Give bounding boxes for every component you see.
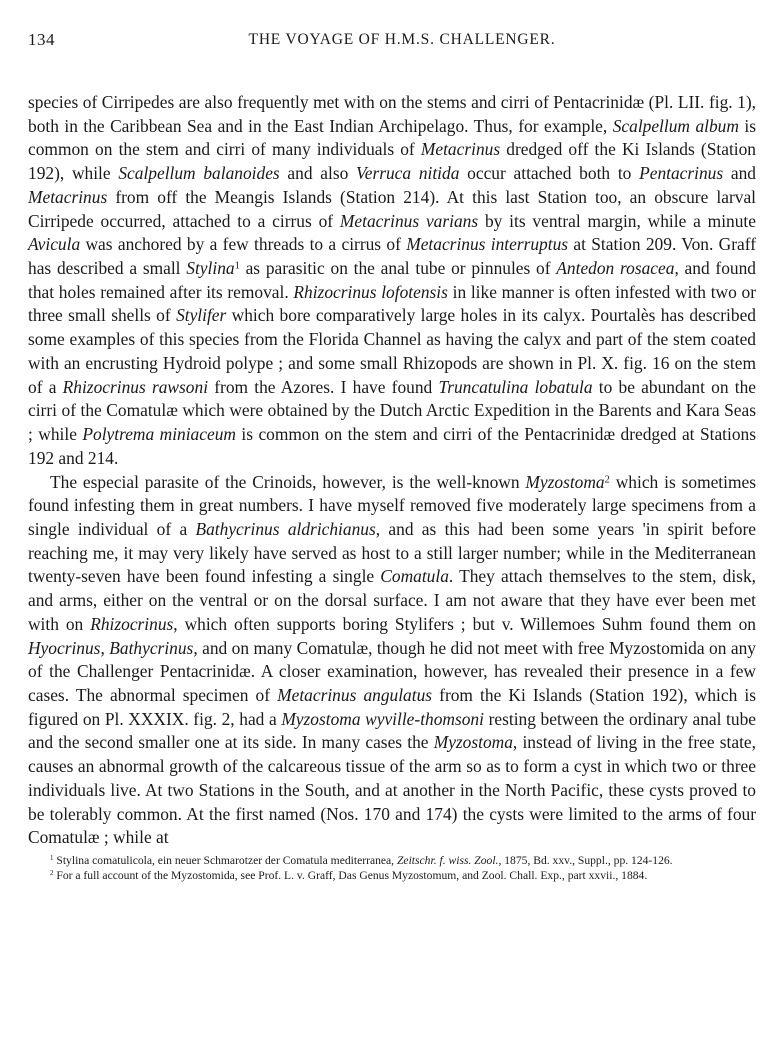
text-span: as parasitic on the anal tube or pinnules of (239, 258, 557, 279)
italic-term: Bathycrinus (109, 637, 194, 658)
italic-term: Scalpellum album (612, 115, 739, 136)
italic-term: Stylifer (176, 305, 227, 326)
text-span: , which often supports boring Stylifers ; but v. Willemoes Suhm found them on (173, 613, 756, 634)
italic-term: Scalpellum balanoides (118, 163, 280, 184)
text-span: and (723, 163, 757, 184)
page-number: 134 (28, 30, 55, 49)
italic-term: Comatula (380, 566, 449, 587)
italic-term: Rhizocrinus lofotensis (293, 281, 448, 302)
text-span: to be abundant on the cirri of the Comatulæ which were obtained by the Dutch Arctic Expedition in the Barents and Kara Seas ; while (28, 376, 756, 445)
text-span: . They attach themselves to the stem, disk, and arms, either on the ventral or on the dorsal surface. I am not aware that they have ever been met with on (28, 566, 756, 634)
text-span: , instead of living in the free state, causes an abnormal growth of the calcareous tissue of the arm so as to form a cyst in which two or three individuals live. At two Stations in the South, and at another in the North Pacific, these cysts proved to be tolerably common. At the first named (Nos. 170 and 174) the cysts were limited to the arms of four Comatulæ ; while at (28, 732, 756, 848)
italic-term: Myzostoma (433, 732, 513, 753)
text-span: and also (279, 163, 357, 184)
italic-term: Metacrinus (28, 186, 108, 207)
page-header (28, 30, 756, 54)
paragraph-1 (28, 91, 756, 471)
text-span: , (100, 637, 110, 658)
text-span: species of Cirripedes are also frequently met with on the stems and cirri of Pentacrinidæ (Pl. LII. fig. 1), both in the Caribbean Sea and in the East Indian Archipelago. Thus, for example, (28, 92, 756, 136)
italic-term: Metacrinus (420, 139, 501, 160)
body-text (28, 91, 756, 850)
italic-term: Rhizocrinus (90, 613, 174, 634)
text-span: dredged off the Ki Islands (Station 192), while (28, 139, 756, 184)
text-span: in like manner is often infested with two or three small shells of (28, 281, 756, 326)
italic-term: Hyocrinus (28, 637, 101, 658)
text-span: which bore comparatively large holes in its calyx. Pourtalès has described some examples of this species from the Florida Channel as having the calyx and part of the stem coated with an encrusting Hydroid polype ; and some small Rhizopods are shown in Pl. X. fig. 16 on the stem of a (28, 305, 756, 397)
text-span: Stylina comatulicola, ein neuer Schmarotzer der Comatula mediterranea, (53, 854, 397, 867)
italic-term: Polytrema miniaceum (82, 424, 236, 445)
text-span: resting between the ordinary anal tube and the second smaller one at its side. In many cases the (28, 708, 757, 753)
italic-term: Zeitschr. f. wiss. Zool. (396, 854, 499, 867)
text-span: from off the Meangis Islands (Station 214). At this last Station too, an obscure larval Cirripede occurred, attached to a cirrus of (28, 186, 756, 231)
paragraph-2 (28, 471, 756, 851)
text-span: , and found that holes remained after its removal. (28, 258, 756, 302)
italic-term: Rhizocrinus rawsoni (62, 376, 209, 397)
text-span: , and on many Comatulæ, though he did not meet with free Myzostomida on any of the Challenger Pentacrinidæ. A closer examination, however, has revealed their presence in a few cases. The abnormal specimen of (28, 637, 756, 705)
text-span: For a full account of the Myzostomida, see Prof. L. v. Graff, Das Genus Myzostomum, and Zool. Chall. Exp., part xxvii., 1884. (53, 869, 648, 883)
text-span: by its ventral margin, while a minute (478, 210, 756, 231)
text-span: , and as this had been some years 'in spirit before reaching me, it may very likely have served as host to a still larger number; while in the Mediterranean twenty-seven have been found infesting a single (28, 518, 756, 587)
footnote-1 (28, 853, 756, 868)
footnotes (28, 853, 756, 884)
italic-term: Metacrinus varians (339, 210, 479, 231)
italic-term: Verruca nitida (356, 163, 460, 184)
italic-term: Myzostoma (525, 471, 605, 492)
text-span: from the Ki Islands (Station 192), which is figured on Pl. XXXIX. fig. 2, had a (28, 684, 756, 729)
running-title: THE VOYAGE OF H.M.S. CHALLENGER. (248, 31, 556, 48)
text-span: which is sometimes found infesting them in great numbers. I have myself removed five moderately large specimens from a single individual of a (28, 471, 756, 539)
italic-term: Truncatulina lobatula (438, 376, 593, 397)
italic-term: Avicula (28, 234, 81, 255)
footnote-marker-2: 2 (604, 473, 610, 485)
italic-term: Metacrinus interruptus (406, 234, 569, 255)
text-span: , 1875, Bd. xxv., Suppl., pp. 124-126. (498, 854, 673, 867)
italic-term: Pentacrinus (639, 163, 724, 184)
text-span: from the Azores. I have found (208, 376, 439, 397)
footnote-number: 1 (50, 854, 54, 863)
footnote-2 (28, 868, 756, 883)
footnote-number: 2 (50, 869, 54, 878)
italic-term: Stylina (186, 258, 235, 279)
text-span: at Station 209. Von. Graff has described a small (28, 234, 757, 279)
book-page (28, 30, 756, 884)
footnote-marker-1: 1 (234, 260, 240, 272)
italic-term: Myzostoma wyville-thomsoni (281, 708, 484, 729)
text-span: occur attached both to (459, 163, 640, 184)
italic-term: Bathycrinus aldrichianus (195, 518, 376, 539)
text-span: The especial parasite of the Crinoids, however, is the well-known (50, 471, 526, 492)
text-span: was anchored by a few threads to a cirrus of (80, 234, 407, 255)
text-span: is common on the stem and cirri of the Pentacrinidæ dredged at Stations 192 and 214. (28, 424, 757, 468)
italic-term: Antedon rosacea (556, 258, 675, 279)
text-span: is common on the stem and cirri of many individuals of (28, 115, 756, 160)
italic-term: Metacrinus angulatus (277, 684, 433, 705)
